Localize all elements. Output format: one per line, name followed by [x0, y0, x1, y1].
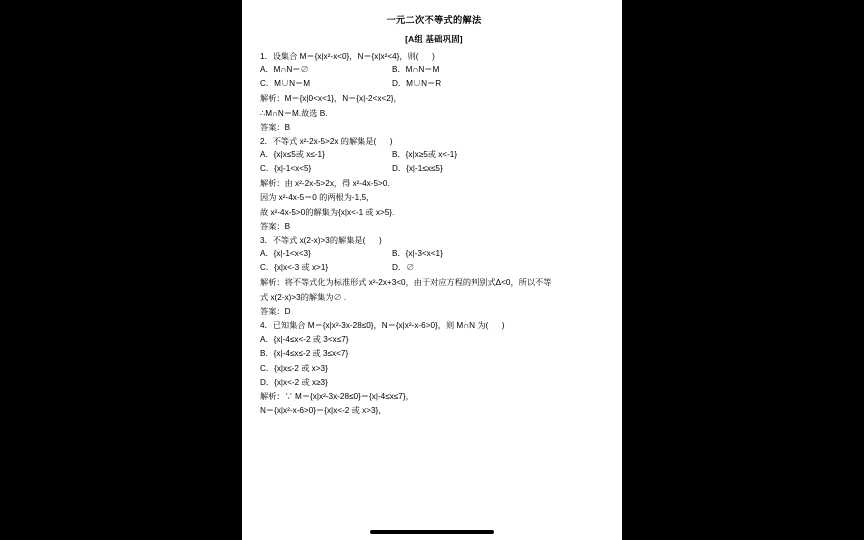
option-d: D．∅: [392, 263, 415, 273]
solution-line: 因为 x²-4x-5＝0 的两根为-1,5，: [260, 193, 375, 203]
option-b: B．{x|x≥5或 x<-1}: [392, 150, 458, 160]
home-indicator[interactable]: [370, 530, 494, 534]
option-d: D．M∪N＝R: [392, 79, 442, 89]
option-c: C．{x|x≤-2 或 x>3}: [260, 363, 328, 373]
option-d: D．{x|-1≤x≤5}: [392, 164, 443, 174]
option-a: A．{x|-1<x<3}: [260, 249, 311, 259]
option-b: B．{x|-4≤x≤-2 或 3≤x<7}: [260, 349, 349, 359]
option-b: B．{x|-3<x<1}: [392, 249, 443, 259]
page-title: 一元二次不等式的解法: [386, 15, 482, 25]
solution-line: 式 x(2-x)>3的解集为∅ .: [260, 292, 347, 302]
solution-line: 解析：由 x²-2x-5>2x，得 x²-4x-5>0.: [260, 179, 390, 189]
option-c: C．M∪N＝M: [260, 79, 311, 89]
left-letterbox: [0, 0, 242, 540]
option-c: C．{x|-1<x<5}: [260, 164, 312, 174]
option-c: C．{x|x<-3 或 x>1}: [260, 263, 329, 273]
question-line: 1．设集合 M＝{x|x²-x<0}，N＝{x|x²<4}，则( ): [260, 52, 435, 62]
solution-line: N＝{x|x²-x-6>0}＝{x|x<-2 或 x>3}，: [260, 406, 387, 416]
solution-line: 解析：M＝{x|0<x<1}，N＝{x|-2<x<2}，: [260, 94, 402, 104]
right-letterbox: [622, 0, 864, 540]
option-d: D．{x|x<-2 或 x≥3}: [260, 377, 328, 387]
solution-line: ∴M∩N＝M.故选 B.: [260, 108, 328, 118]
answer-line: 答案：B: [260, 221, 291, 231]
question-line: 4．已知集合 M＝{x|x²-3x-28≤0}，N＝{x|x²-x-6>0}，则 M∩N 为( ): [260, 320, 505, 330]
document-page[interactable]: [242, 0, 622, 524]
option-row: [260, 250, 608, 259]
answer-line: 答案：B: [260, 122, 291, 132]
solution-line: 故 x²-4x-5>0的解集为{x|x<-1 或 x>5}.: [260, 207, 395, 217]
option-row: [260, 80, 608, 89]
question-line: 3．不等式 x(2-x)>3的解集是( ): [260, 236, 382, 246]
question-line: 2．不等式 x²-2x-5>2x 的解集是( ): [260, 136, 393, 146]
option-a: A．{x|x≤5或 x≤-1}: [260, 150, 325, 160]
solution-line: 解析：将不等式化为标准形式 x²-2x+3<0，由于对应方程的判别式Δ<0，所以不等: [260, 278, 552, 288]
option-a: A．{x|-4≤x<-2 或 3<x≤7}: [260, 335, 349, 345]
group-title: [A组 基础巩固]: [405, 33, 463, 44]
document-content: [242, 0, 622, 415]
option-row: [260, 66, 608, 75]
option-row: [260, 165, 608, 174]
solution-line: 解析：∵ M＝{x|x²-3x-28≤0}＝{x|-4≤x≤7}，: [260, 391, 414, 401]
option-a: A．M∩N＝∅: [260, 65, 309, 75]
answer-line: 答案：D: [260, 306, 291, 316]
option-row: [260, 151, 608, 160]
option-row: [260, 264, 608, 273]
option-b: B．M∩N＝M: [392, 65, 440, 75]
